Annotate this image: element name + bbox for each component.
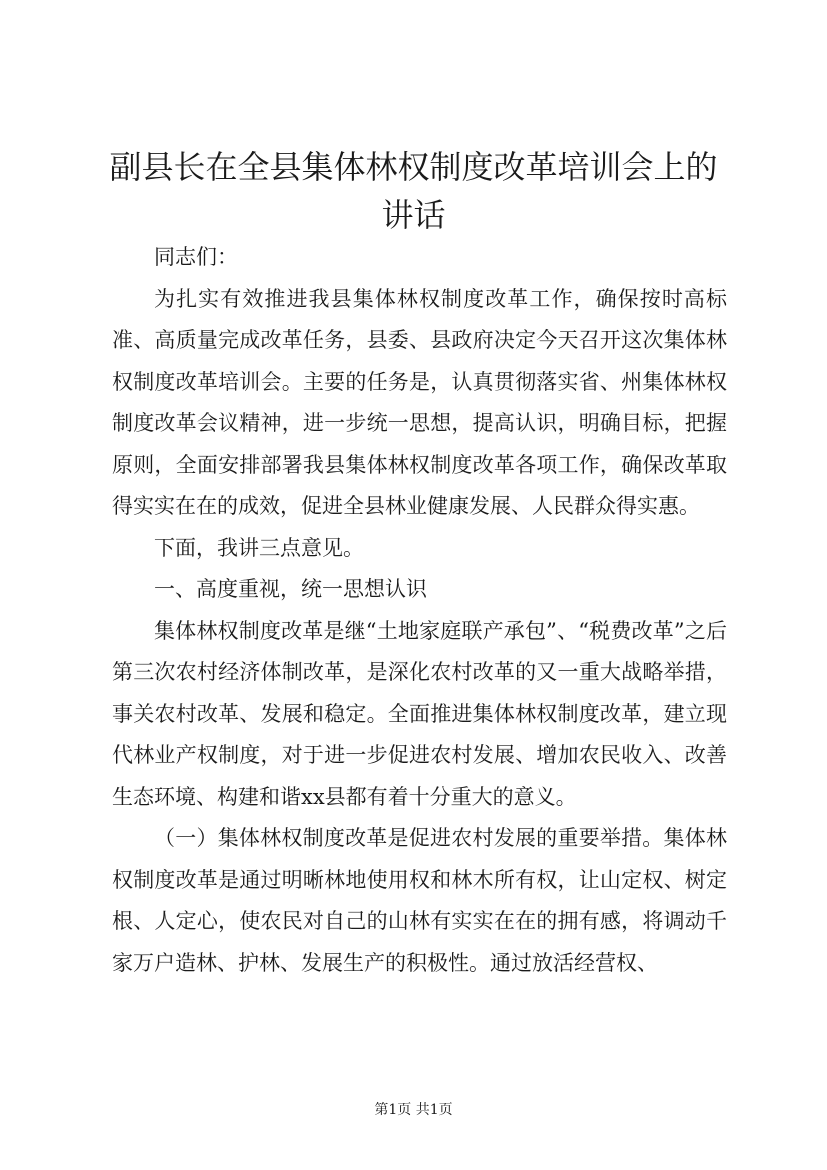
section-heading-1: 一、高度重视，统一思想认识 <box>154 577 427 601</box>
document-title: 副县长在全县集体林权制度改革培训会上的讲话 <box>109 148 718 234</box>
subsection-1-paragraph: （一）集体林权制度改革是促进农村发展的重要举措。集体林权制度改革是通过明晰林地使用权和林木所有权，让山定权、树定根、人定心，使农民对自己的山林有实实在在的拥有感，将调动千家万户造林、护林、发展生产的积极性。通过放活经营权、 <box>112 826 727 975</box>
page-number-footer: 第1页 共1页 <box>374 1102 453 1118</box>
document-body <box>112 237 727 984</box>
outline-paragraph: 下面，我讲三点意见。 <box>154 535 364 560</box>
salutation-paragraph: 同志们： <box>154 245 238 269</box>
section-1-paragraph: 集体林权制度改革是继“土地家庭联产承包”、“税费改革”之后第三次农村经济体制改革，是深化农村改革的又一重大战略举措，事关农村改革、发展和稳定。全面推进集体林权制度改革，建立现代林业产权制度，对于进一步促进农村发展、增加农民收入、改善生态环境、构建和谐xx县都有着十分重大的意义。 <box>112 618 727 809</box>
intro-paragraph: 为扎实有效推进我县集体林权制度改革工作，确保按时高标准、高质量完成改革任务，县委、县政府决定今天召开这次集体林权制度改革培训会。主要的任务是，认真贯彻落实省、州集体林权制度改革会议精神，进一步统一思想，提高认识，明确目标，把握原则，全面安排部署我县集体林权制度改革各项工作，确保改革取得实实在在的成效，促进全县林业健康发展、人民群众得实惠。 <box>112 286 727 518</box>
